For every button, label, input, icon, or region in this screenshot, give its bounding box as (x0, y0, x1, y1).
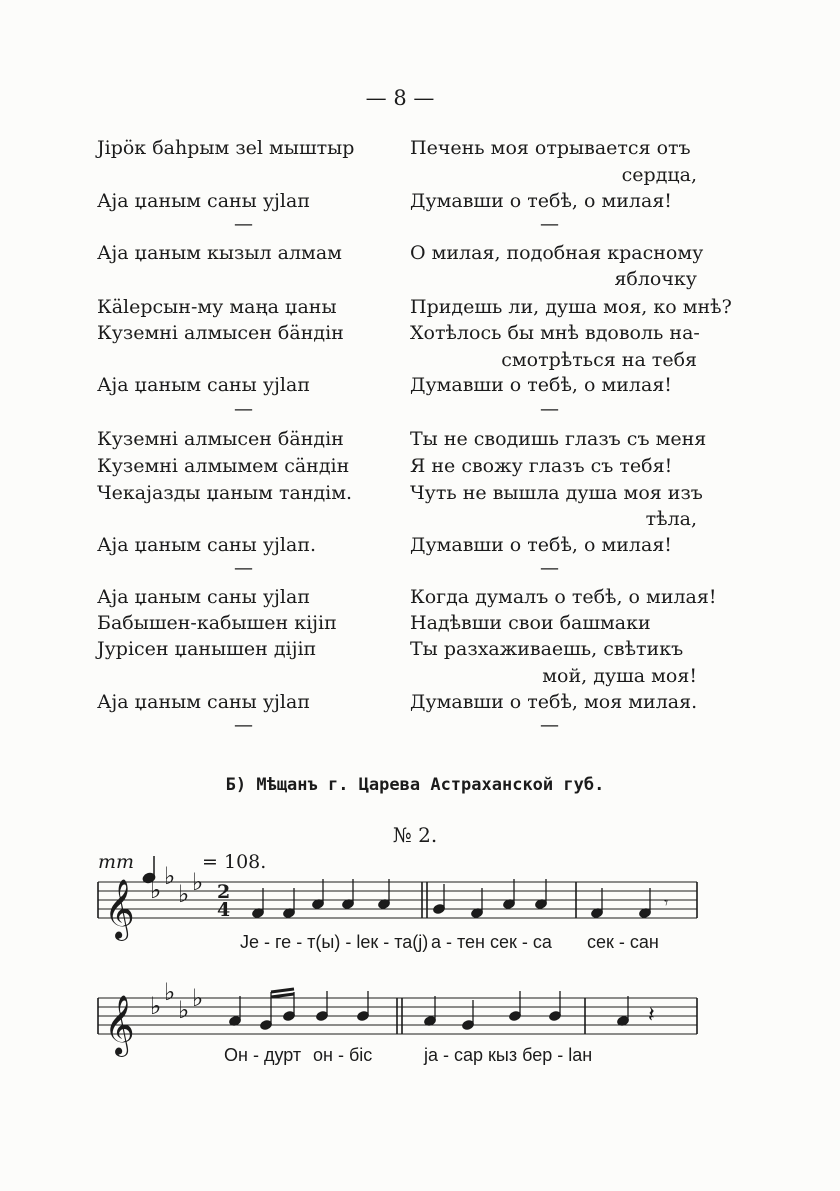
lyrics-line2-part2: он - бiс (313, 1045, 373, 1065)
song-number: № 2. (392, 823, 438, 847)
verse-right-line: Когда думалъ о тебѣ, о милая! (410, 586, 717, 608)
lyrics-line1-part3: сек - сан (587, 932, 659, 952)
verse-divider: — (234, 398, 253, 420)
verse-left-line: Бабышен-кабышен кiјiп (97, 612, 337, 634)
verse-right-line: Печень моя отрывается отъ (410, 137, 691, 159)
treble-clef-icon: 𝄞 (104, 879, 135, 939)
flat-icon: ♭ (178, 996, 190, 1024)
treble-clef-icon: 𝄞 (104, 995, 135, 1055)
svg-text:4: 4 (217, 899, 231, 921)
verse-left-line: Куземнi алмымем сäндiн (97, 455, 350, 477)
verse-right-line: Думавши о тебѣ, о милая! (410, 190, 672, 212)
verse-left-line: Аја џаным саны ујlап (97, 586, 310, 608)
verse-divider: — (234, 213, 253, 235)
flat-icon: ♭ (150, 876, 162, 904)
verse-left-line: Аја џаным саны ујlап (97, 691, 310, 713)
verse-left-line: Аја џаным саны ујlап (97, 190, 310, 212)
flat-icon: ♭ (192, 984, 204, 1012)
notes-measure-2 (432, 879, 547, 919)
verse-right-line: Ты разхаживаешь, свѣтикъ (410, 638, 684, 660)
tempo-value: = 108. (202, 851, 267, 873)
verse-left-line: Аја џаным саны ујlап. (97, 534, 317, 556)
verse-left-line: Чекајазды џаным тандiм. (97, 482, 353, 504)
lyrics-line1-part1: Је - ге - т(ы) - lек - та(j) (240, 932, 429, 952)
verse-left-line: Jiрöк баһрым зеl мыштыр (97, 137, 355, 159)
verse-left-line: Кälерсын-му маңа џаны (97, 296, 337, 318)
verse-left-line: Куземнi алмысен бäндiн (97, 322, 344, 344)
verse-right-line: Придешь ли, душа моя, ко мнѣ? (410, 296, 732, 318)
verse-divider: — (540, 213, 559, 235)
verse-left-line: Аја џаным кызыл алмам (97, 242, 342, 264)
verse-right-line: мой, душа моя! (542, 665, 697, 687)
flat-icon: ♭ (178, 880, 190, 908)
verse-right-line: Думавши о тебѣ, о милая! (410, 374, 672, 396)
lyrics-line2-part1: Он - дурт (224, 1045, 302, 1065)
lyrics-line2-part3: ја - сар кыз бер - lан (424, 1045, 593, 1065)
lyrics-line1-part2: а - тен сек - са (431, 932, 552, 952)
svg-text:2: 2 (217, 881, 231, 903)
verse-right-line: Ты не сводишь глазъ съ меня (410, 428, 707, 450)
section-heading: Б) Мѣщанъ г. Царева Астраханской губ. (225, 775, 605, 795)
verse-right-line: яблочку (614, 268, 697, 290)
verse-right-line: Чуть не вышла душа моя изъ (410, 482, 703, 504)
verse-divider: — (540, 557, 559, 579)
verse-right-line: Думавши о тебѣ, о милая! (410, 534, 672, 556)
verse-divider: — (540, 714, 559, 736)
verse-divider: — (234, 557, 253, 579)
verse-left-line: Куземнi алмысен бäндiн (97, 428, 344, 450)
notes-measure-1 (228, 989, 369, 1031)
verse-right-line: сердца, (621, 164, 697, 186)
flat-icon: ♭ (150, 992, 162, 1020)
verse-right-line: смотрѣться на тебя (501, 349, 697, 371)
rest-icon: 𝄽 (648, 1003, 655, 1028)
verse-right-line: тѣла, (645, 508, 697, 530)
flat-icon: ♭ (164, 862, 176, 890)
notes-measure-1 (251, 879, 390, 919)
verse-divider: — (234, 714, 253, 736)
verse-right-line: Думавши о тебѣ, моя милая. (410, 691, 698, 713)
verse-right-line: Хотѣлось бы мнѣ вдоволь на- (410, 322, 700, 344)
verse-right-line: Надѣвши свои башмаки (410, 612, 651, 634)
verse-divider: — (540, 398, 559, 420)
flat-icon: ♭ (192, 868, 204, 896)
rest-icon: 𝄾 (664, 893, 669, 912)
page-number: — 8 — (365, 86, 435, 110)
verse-left-line: Аја џаным саны ујlап (97, 374, 310, 396)
time-signature (217, 881, 230, 921)
staff-2 (98, 978, 697, 1057)
verse-right-line: Я не свожу глазъ съ тебя! (410, 455, 673, 477)
staff-1 (98, 862, 697, 941)
flat-icon: ♭ (164, 978, 176, 1006)
verse-right-line: О милая, подобная красному (410, 242, 704, 264)
notes-measure-3 (590, 888, 668, 919)
verse-left-line: Јурiсен џанышен дiјiп (97, 638, 317, 660)
tempo-label: mm (98, 851, 135, 873)
notes-measure-3 (616, 996, 654, 1028)
